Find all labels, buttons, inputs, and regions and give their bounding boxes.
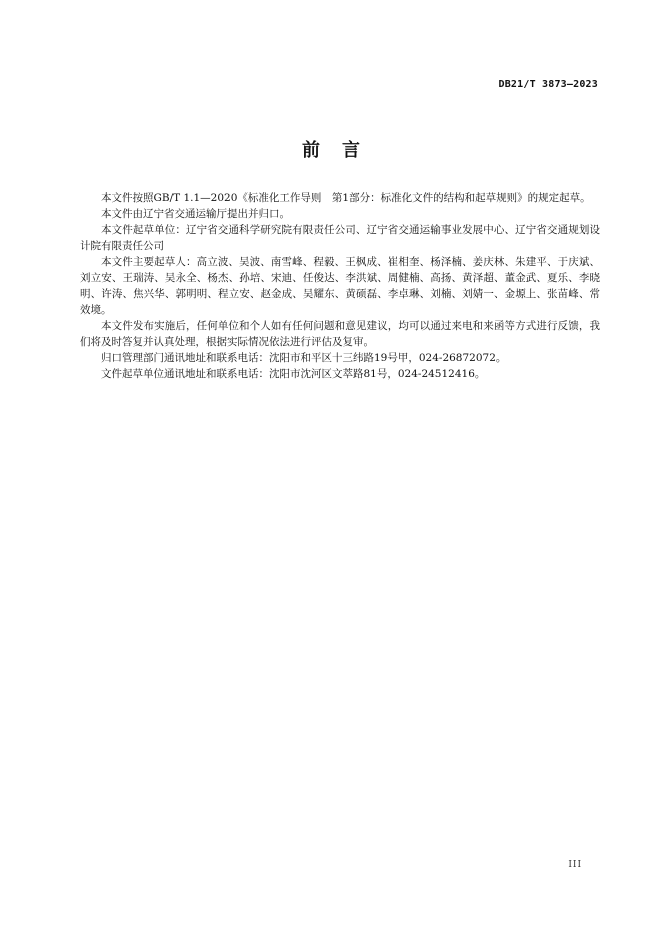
paragraph-proposer: 本文件由辽宁省交通运输厅提出并归口。	[101, 208, 290, 220]
paragraph-feedback: 本文件发布实施后，任何单位和个人如有任何问题和意见建议，均可以通过来电和来函等方式进行反馈，我们将及时答复并认真处理，根据实际情况依法进行评估及复审。	[80, 320, 600, 348]
paragraph-drafting-units: 本文件起草单位：辽宁省交通科学研究院有限责任公司、辽宁省交通运输事业发展中心、辽宁省交通规划设计院有限责任公司	[80, 224, 600, 252]
paragraph-drafting-rules: 本文件按照GB/T 1.1—2020《标准化工作导则 第1部分：标准化文件的结构和起草规则》的规定起草。	[101, 192, 591, 204]
foreword-body	[80, 190, 600, 382]
document-code: DB21/T 3873—2023	[498, 79, 598, 90]
section-title: 前言	[302, 140, 382, 161]
page-number: III	[568, 860, 582, 870]
paragraph-authority-contact: 归口管理部门通讯地址和联系电话：沈阳市和平区十三纬路19号甲，024-26872072。	[101, 352, 507, 364]
paragraph-drafting-unit-contact: 文件起草单位通讯地址和联系电话：沈阳市沈河区文萃路81号，024-24512416。	[101, 368, 486, 380]
paragraph-drafters: 本文件主要起草人：高立波、吴波、南雪峰、程毅、王枫成、崔相奎、杨泽楠、姜庆林、朱建平、于庆斌、刘立安、王瑞涛、吴永全、杨杰、孙培、宋迪、任俊达、李洪斌、周健楠、高扬、黄泽超、董金武、夏乐、李晓明、许涛、焦兴华、郭明明、程立安、赵金成、吴耀东、黄硕磊、李卓琳、刘楠、刘婧一、金塬上、张苗峰、常效境。	[80, 256, 600, 316]
